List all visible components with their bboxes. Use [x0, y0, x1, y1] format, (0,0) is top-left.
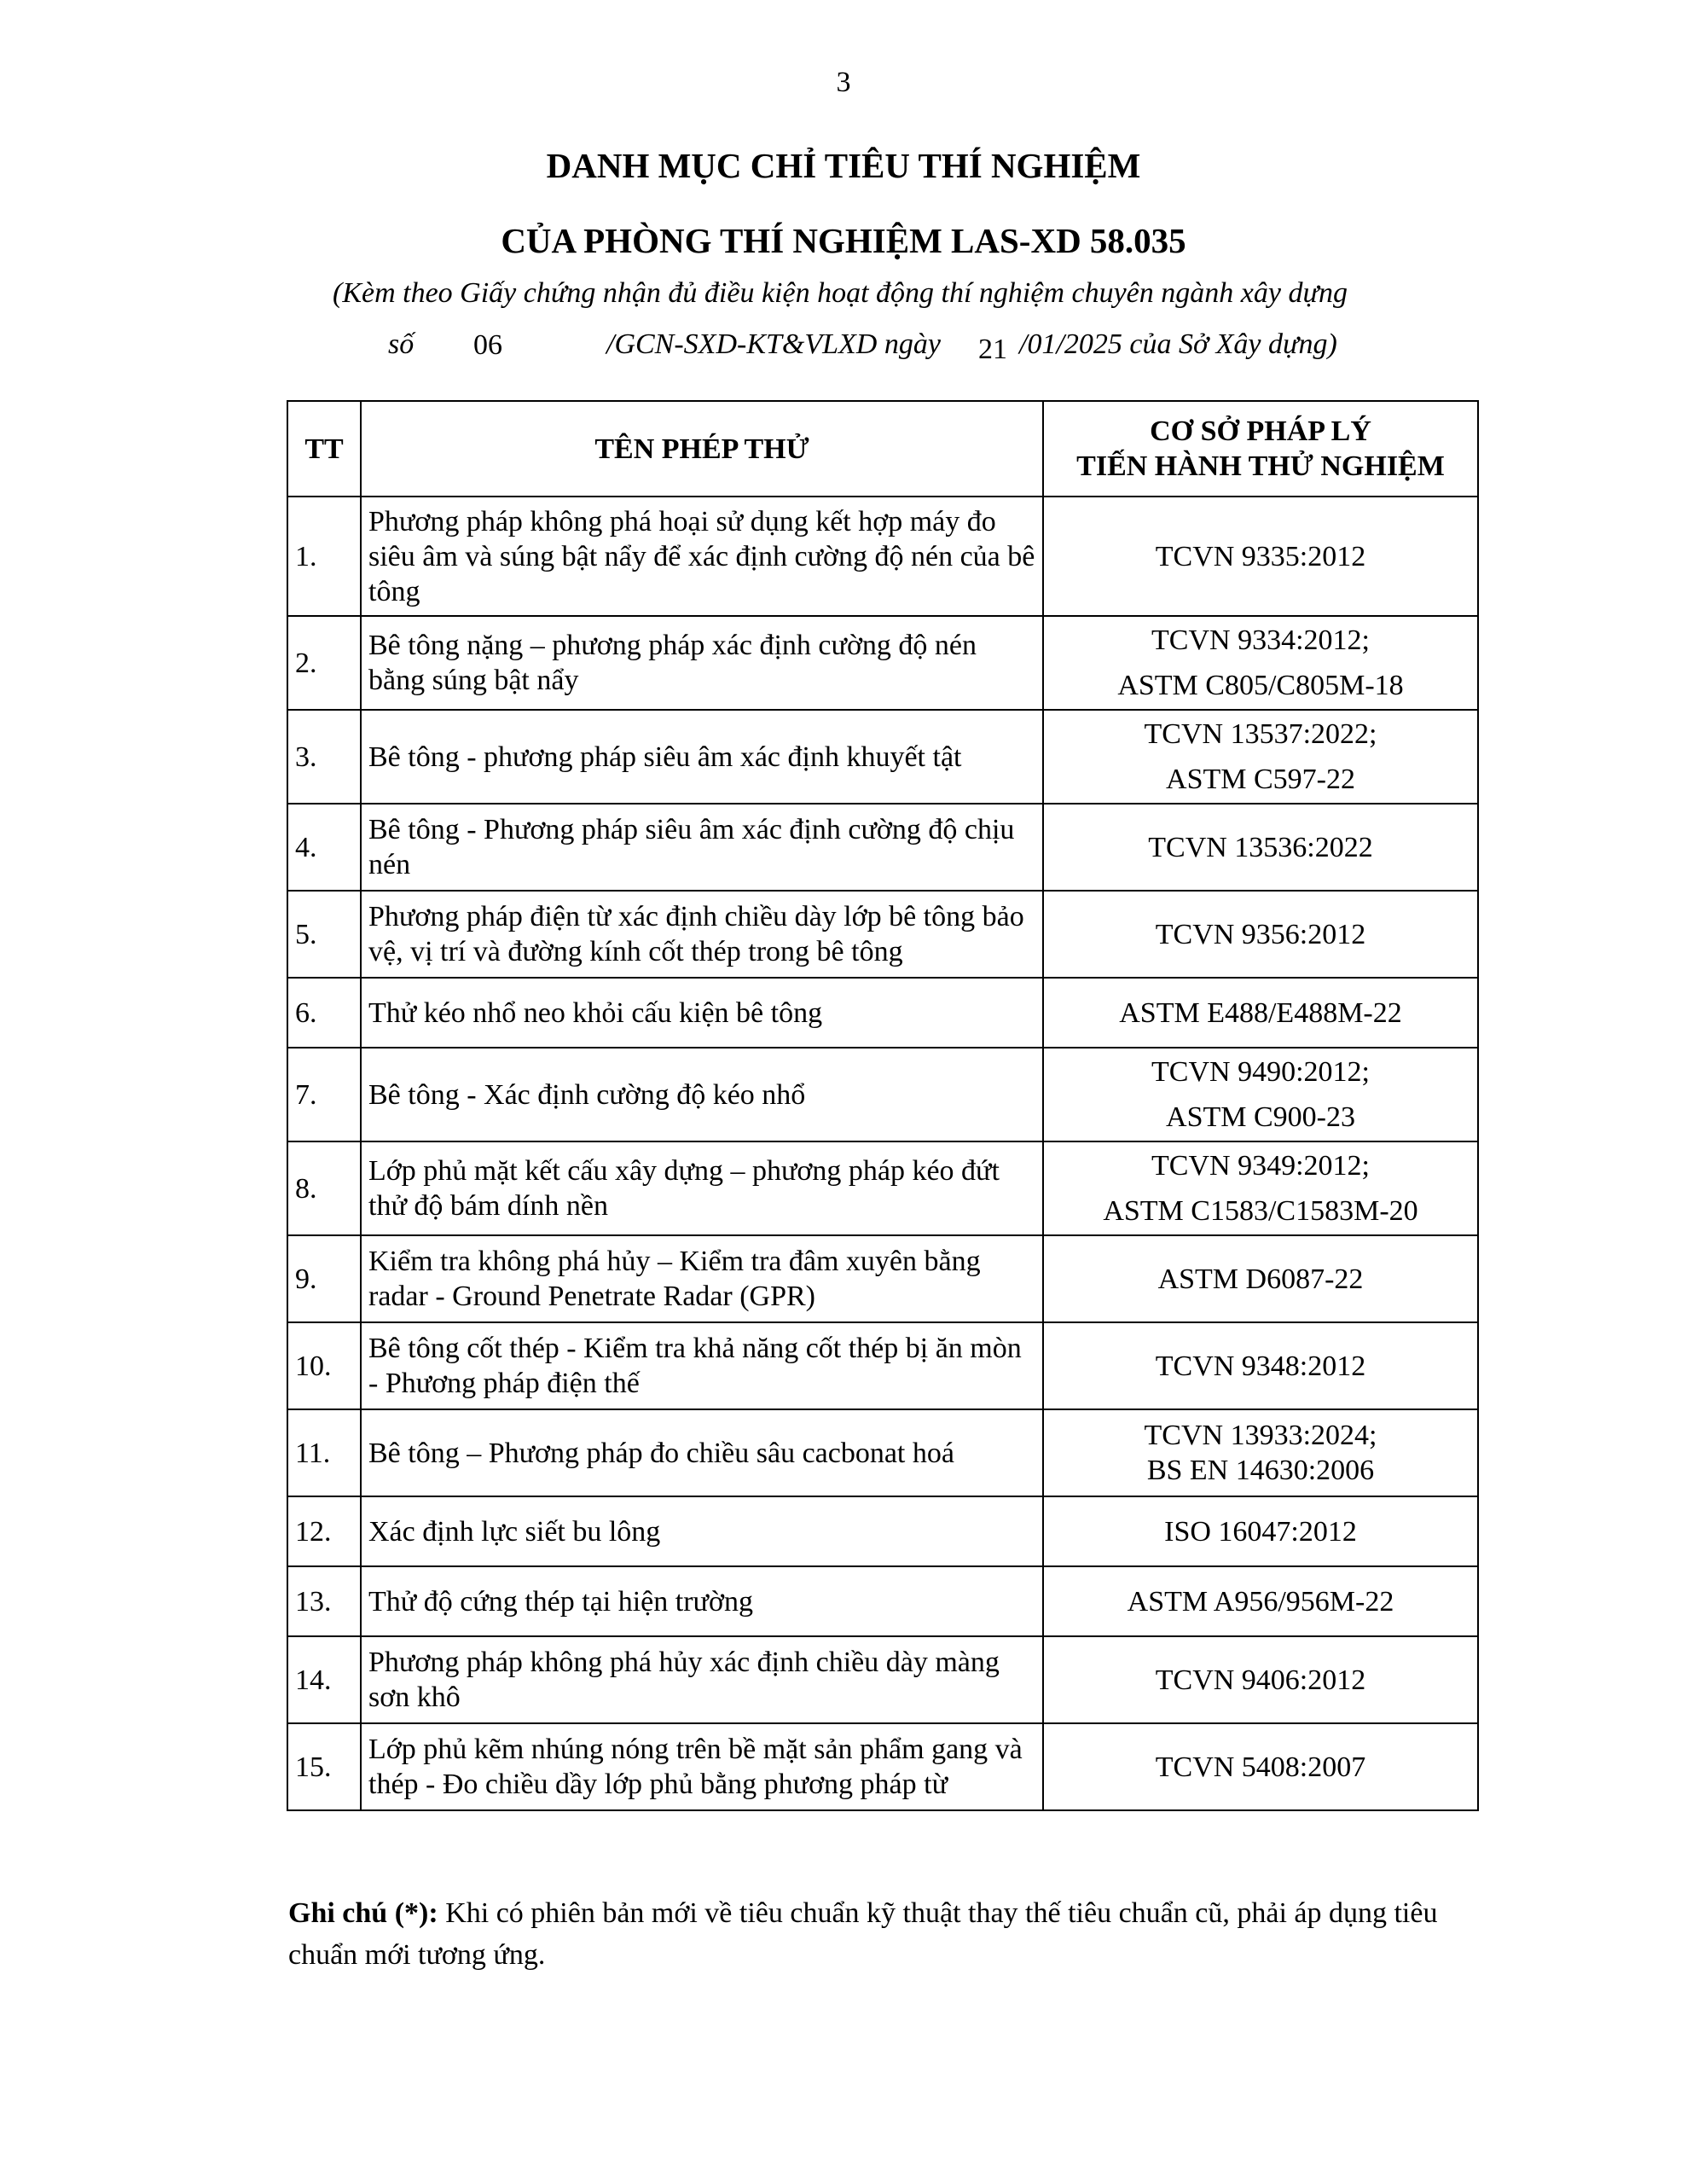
test-name: Phương pháp không phá hủy xác định chiều dày màng sơn khô	[361, 1636, 1043, 1723]
page-number: 3	[836, 67, 851, 98]
row-number: 1.	[287, 497, 361, 616]
test-name: Lớp phủ kẽm nhúng nóng trên bề mặt sản phẩm gang và thép - Đo chiều dầy lớp phủ bằng phương pháp từ	[361, 1723, 1043, 1810]
standard-code: TCVN 9335:2012	[1155, 540, 1366, 572]
row-number: 2.	[287, 616, 361, 710]
legal-basis	[1043, 710, 1478, 804]
legal-basis	[1043, 891, 1478, 978]
legal-basis	[1043, 1322, 1478, 1409]
test-name: Thử độ cứng thép tại hiện trường	[361, 1566, 1043, 1636]
table-row	[287, 1235, 1478, 1322]
standard-code: ASTM C900-23	[1166, 1101, 1355, 1133]
legal-basis	[1043, 1048, 1478, 1141]
test-name: Phương pháp điện từ xác định chiều dày lớp bê tông bảo vệ, vị trí và đường kính cốt thép trong bê tông	[361, 891, 1043, 978]
certificate-code: /GCN-SXD-KT&VLXD ngày	[606, 328, 941, 360]
standard-code: BS EN 14630:2006	[1146, 1455, 1375, 1486]
header-basis-line1: CƠ SỞ PHÁP LÝ	[1150, 415, 1371, 447]
footnote	[288, 1892, 1482, 1976]
header-tt: TT	[287, 401, 361, 497]
standard-code: TCVN 5408:2007	[1155, 1751, 1366, 1783]
table-row	[287, 804, 1478, 891]
standard-code: TCVN 9334:2012;	[1151, 624, 1370, 656]
row-number: 12.	[287, 1496, 361, 1566]
document-subtitle-lab: CỦA PHÒNG THÍ NGHIỆM LAS-XD 58.035	[501, 221, 1186, 260]
standard-code: TCVN 9490:2012;	[1151, 1056, 1370, 1088]
row-number: 14.	[287, 1636, 361, 1723]
legal-basis	[1043, 1141, 1478, 1235]
row-number: 7.	[287, 1048, 361, 1141]
table-row	[287, 616, 1478, 710]
row-number: 4.	[287, 804, 361, 891]
standard-code: TCVN 13537:2022;	[1144, 718, 1377, 750]
row-number: 10.	[287, 1322, 361, 1409]
standard-code: TCVN 9349:2012;	[1151, 1150, 1370, 1182]
certificate-number: 06	[473, 329, 502, 361]
document-title: DANH MỤC CHỈ TIÊU THÍ NGHIỆM	[546, 146, 1141, 185]
row-number: 8.	[287, 1141, 361, 1235]
standard-code: TCVN 13933:2024;	[1144, 1420, 1377, 1451]
table-header-row	[287, 401, 1478, 497]
legal-basis	[1043, 497, 1478, 616]
test-name: Xác định lực siết bu lông	[361, 1496, 1043, 1566]
table-row	[287, 1409, 1478, 1496]
legal-basis	[1043, 978, 1478, 1048]
test-name: Bê tông - Phương pháp siêu âm xác định cường độ chịu nén	[361, 804, 1043, 891]
row-number: 5.	[287, 891, 361, 978]
standard-code: ASTM C805/C805M-18	[1117, 670, 1404, 701]
legal-basis	[1043, 1496, 1478, 1566]
attachment-note-line1: (Kèm theo Giấy chứng nhận đủ điều kiện hoạt động thí nghiệm chuyên ngành xây dựng	[333, 277, 1348, 309]
table-row	[287, 1496, 1478, 1566]
row-number: 13.	[287, 1566, 361, 1636]
row-number: 3.	[287, 710, 361, 804]
certificate-date-tail: /01/2025 của Sở Xây dựng)	[1019, 328, 1337, 360]
header-basis-line2: TIẾN HÀNH THỬ NGHIỆM	[1076, 450, 1445, 482]
table-row	[287, 710, 1478, 804]
table-row	[287, 1636, 1478, 1723]
legal-basis	[1043, 1566, 1478, 1636]
standard-code: ASTM C1583/C1583M-20	[1103, 1195, 1418, 1227]
test-name: Thử kéo nhổ neo khỏi cấu kiện bê tông	[361, 978, 1043, 1048]
standard-code: ASTM C597-22	[1166, 764, 1355, 795]
header-test-name: TÊN PHÉP THỬ	[361, 401, 1043, 497]
standard-code: ASTM D6087-22	[1157, 1263, 1364, 1295]
test-name: Phương pháp không phá hoại sử dụng kết hợp máy đo siêu âm và súng bật nẩy để xác định cường độ nén của bê tông	[361, 497, 1043, 616]
legal-basis	[1043, 1723, 1478, 1810]
row-number: 11.	[287, 1409, 361, 1496]
footnote-text: Khi có phiên bản mới về tiêu chuẩn kỹ thuật thay thế tiêu chuẩn cũ, phải áp dụng tiêu chuẩn mới tương ứng.	[288, 1897, 1438, 1971]
test-name: Bê tông - Xác định cường độ kéo nhổ	[361, 1048, 1043, 1141]
table-row	[287, 891, 1478, 978]
test-name: Bê tông - phương pháp siêu âm xác định khuyết tật	[361, 710, 1043, 804]
standard-code: TCVN 9348:2012	[1155, 1350, 1366, 1382]
test-list-table	[287, 400, 1479, 1811]
test-name: Lớp phủ mặt kết cấu xây dựng – phương pháp kéo đứt thử độ bám dính nền	[361, 1141, 1043, 1235]
table-row	[287, 497, 1478, 616]
test-name: Kiểm tra không phá hủy – Kiểm tra đâm xuyên bằng radar - Ground Penetrate Radar (GPR)	[361, 1235, 1043, 1322]
test-name: Bê tông nặng – phương pháp xác định cường độ nén bằng súng bật nẩy	[361, 616, 1043, 710]
table-row	[287, 978, 1478, 1048]
footnote-label: Ghi chú (*):	[288, 1897, 438, 1929]
table-row	[287, 1141, 1478, 1235]
standard-code: TCVN 9356:2012	[1155, 918, 1366, 950]
legal-basis	[1043, 1409, 1478, 1496]
standard-code: ASTM E488/E488M-22	[1119, 996, 1402, 1029]
legal-basis	[1043, 804, 1478, 891]
legal-basis	[1043, 616, 1478, 710]
table-row	[287, 1322, 1478, 1409]
standard-code: TCVN 13536:2022	[1148, 831, 1373, 863]
row-number: 9.	[287, 1235, 361, 1322]
table-row	[287, 1048, 1478, 1141]
table-row	[287, 1566, 1478, 1636]
header-legal-basis	[1043, 401, 1478, 497]
standard-code: ASTM A956/956M-22	[1127, 1585, 1394, 1618]
row-number: 6.	[287, 978, 361, 1048]
standard-code: ISO 16047:2012	[1164, 1515, 1357, 1548]
table-row	[287, 1723, 1478, 1810]
test-name: Bê tông – Phương pháp đo chiều sâu cacbonat hoá	[361, 1409, 1043, 1496]
certificate-day: 21	[978, 334, 1007, 365]
legal-basis	[1043, 1235, 1478, 1322]
standard-code: TCVN 9406:2012	[1155, 1664, 1366, 1696]
legal-basis	[1043, 1636, 1478, 1723]
row-number: 15.	[287, 1723, 361, 1810]
number-prefix: số	[388, 328, 415, 360]
test-name: Bê tông cốt thép - Kiểm tra khả năng cốt thép bị ăn mòn - Phương pháp điện thế	[361, 1322, 1043, 1409]
